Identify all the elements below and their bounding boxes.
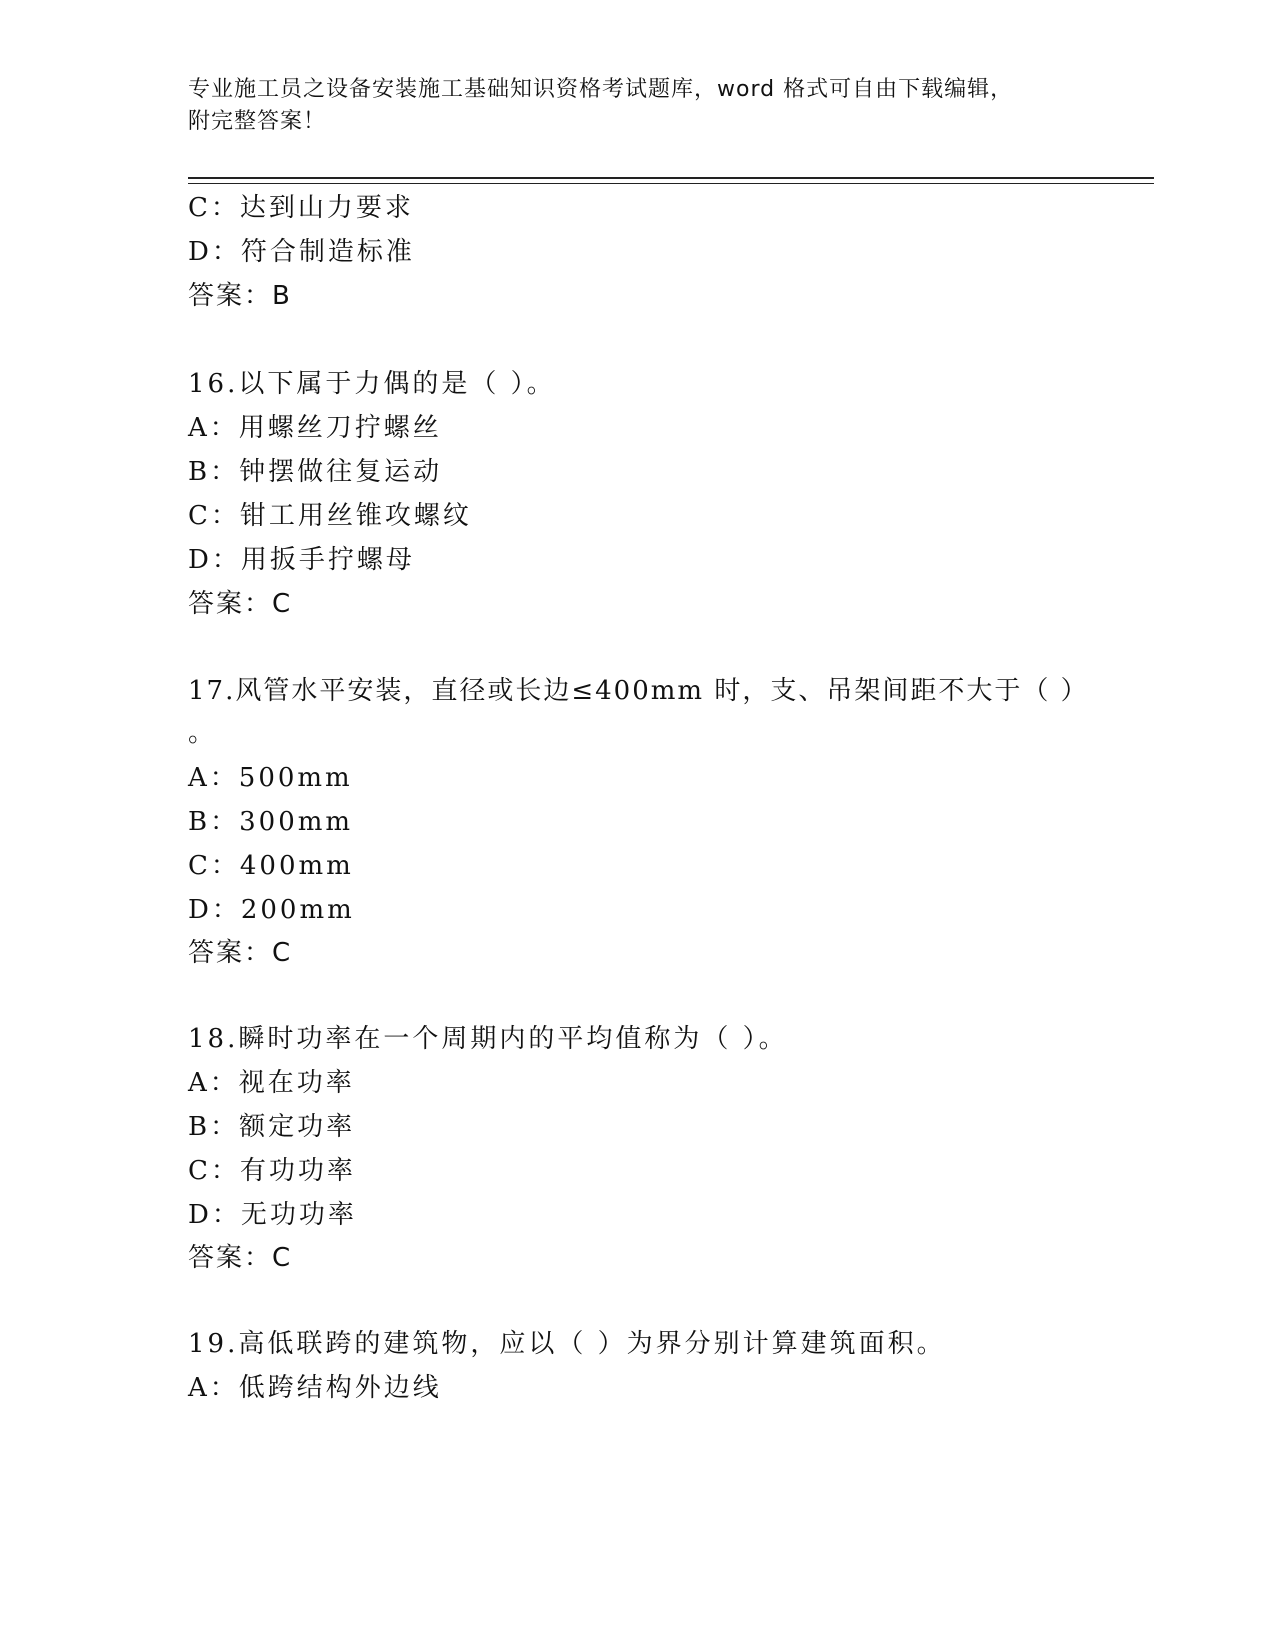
- q16-option-c: C：钳工用丝锥攻螺纹: [188, 501, 472, 531]
- q18-option-c: C：有功功率: [188, 1156, 356, 1186]
- q18-option-d: D：无功功率: [188, 1200, 357, 1230]
- header-line-1: 专业施工员之设备安装施工基础知识资格考试题库，word 格式可自由下载编辑，: [188, 77, 1014, 102]
- q16-stem: 16.以下属于力偶的是（ ）。: [188, 369, 556, 399]
- q19-stem: 19.高低联跨的建筑物，应以（ ）为界分别计算建筑面积。: [188, 1329, 946, 1359]
- q18-stem: 18.瞬时功率在一个周期内的平均值称为（ ）。: [188, 1024, 788, 1054]
- q17-stem-line-2: 。: [188, 718, 218, 748]
- q17-option-c: C：400mm: [188, 851, 354, 881]
- q17-option-d: D：200mm: [188, 895, 355, 925]
- header-divider-thick: [188, 177, 1154, 179]
- document-header: [188, 74, 1068, 138]
- prev-question-option-c: C：达到山力要求: [188, 193, 414, 223]
- q16-option-d: D：用扳手拧螺母: [188, 545, 415, 575]
- q17-option-a: A：500mm: [188, 763, 353, 793]
- q17-answer: 答案：C: [188, 938, 293, 968]
- q17-stem-line-1: 17.风管水平安装，直径或长边≤400mm 时，支、吊架间距不大于（ ）: [188, 676, 1089, 706]
- q16-option-b: B：钟摆做往复运动: [188, 457, 443, 487]
- q18-option-b: B：额定功率: [188, 1112, 356, 1142]
- q19-option-a: A：低跨结构外边线: [188, 1373, 442, 1403]
- prev-question-option-d: D：符合制造标准: [188, 237, 415, 267]
- q17-option-b: B：300mm: [188, 807, 354, 837]
- q18-answer: 答案：C: [188, 1243, 293, 1273]
- q16-option-a: A：用螺丝刀拧螺丝: [188, 413, 442, 443]
- header-line-2: 附完整答案！: [188, 109, 327, 134]
- q18-option-a: A：视在功率: [188, 1068, 355, 1098]
- prev-question-answer: 答案：B: [188, 281, 292, 311]
- q16-answer: 答案：C: [188, 589, 293, 619]
- header-divider-thin: [188, 183, 1154, 184]
